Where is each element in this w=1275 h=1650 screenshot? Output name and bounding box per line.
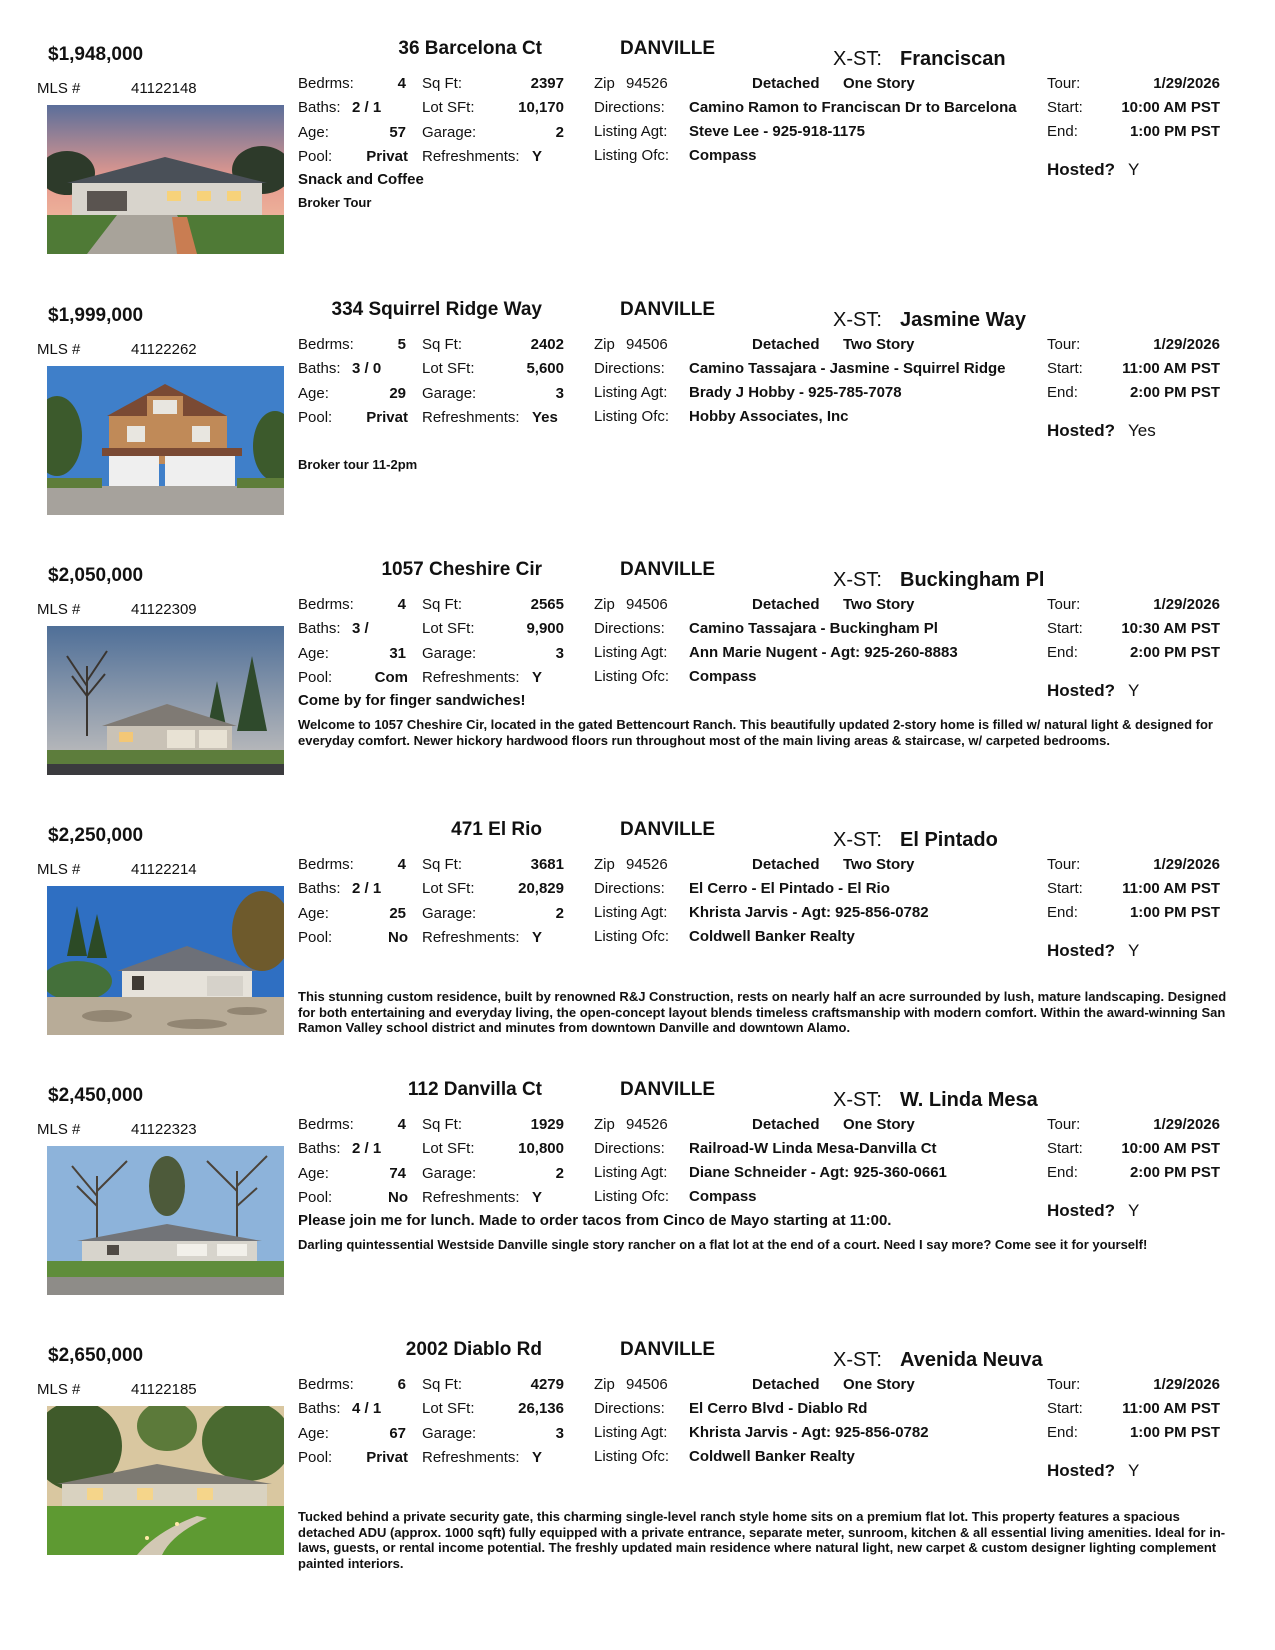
lot-value: 9,900 — [526, 620, 564, 637]
start-label: Start: — [1047, 1140, 1083, 1157]
end-label: End: — [1047, 904, 1078, 921]
property-type: Detached — [752, 1116, 820, 1133]
refreshments-label: Refreshments: — [422, 669, 520, 686]
pool-label: Pool: — [298, 1449, 333, 1466]
lot-value: 26,136 — [518, 1400, 564, 1417]
end-label: End: — [1047, 644, 1078, 661]
bedrooms-value: 4 — [397, 596, 406, 613]
directions-value: Camino Tassajara - Buckingham Pl — [689, 620, 938, 637]
bedrooms-label: Bedrms: — [298, 1376, 354, 1393]
baths-label: Baths: — [298, 1400, 341, 1417]
stories: One Story — [843, 1376, 915, 1393]
listing-note: Snack and Coffee — [298, 171, 424, 188]
zip-label: Zip — [594, 596, 615, 613]
end-time: 2:00 PM PST — [1129, 1164, 1220, 1181]
agent-value: Diane Schneider - Agt: 925-360-0661 — [689, 1164, 947, 1181]
mls-number: 41122214 — [131, 861, 197, 878]
listing-description: Tucked behind a private security gate, this charming single-level ranch style home sits on a premium flat lot. This property features a spacious detached ADU (approx. 1000 sqft) fully equipped with a private entrance, separate meter, sunroom, kitchen & all essential living amenities. Ideal for in-laws, guests, or rental income potential. The freshly updated main residence where natural light, new carpet & custom designer lighting complement painted interiors. — [298, 1509, 1226, 1571]
sqft-value: 4279 — [530, 1376, 564, 1393]
office-label: Listing Ofc: — [594, 147, 670, 164]
garage-value: 3 — [555, 385, 564, 402]
pool-label: Pool: — [298, 1189, 333, 1206]
listing-description: Welcome to 1057 Cheshire Cir, located in the gated Bettencourt Ranch. This beautifully updated 2-story home is filled w/ natural light & designed for everyday comfort. Newer hickory hardwood floors run throughout most of the main living areas & staircase, w/ carpeted bedrooms. — [298, 717, 1213, 748]
age-label: Age: — [298, 645, 329, 662]
property-photo — [47, 105, 284, 254]
age-label: Age: — [298, 1425, 329, 1442]
age-value: 67 — [389, 1425, 406, 1442]
bedrooms-label: Bedrms: — [298, 75, 354, 92]
bedrooms-value: 4 — [397, 75, 406, 92]
listing-city: DANVILLE — [620, 819, 715, 840]
lot-label: Lot SFt: — [422, 1140, 475, 1157]
directions-value: Camino Ramon to Franciscan Dr to Barcelona — [689, 99, 1017, 116]
property-type: Detached — [752, 856, 820, 873]
office-label: Listing Ofc: — [594, 408, 670, 425]
office-label: Listing Ofc: — [594, 668, 670, 685]
directions-label: Directions: — [594, 1400, 665, 1417]
pool-label: Pool: — [298, 409, 333, 426]
listing-city: DANVILLE — [620, 559, 715, 580]
lot-value: 10,170 — [518, 99, 564, 116]
agent-value: Khrista Jarvis - Agt: 925-856-0782 — [689, 1424, 929, 1441]
listing-note: Please join me for lunch. Made to order tacos from Cinco de Mayo starting at 11:00. — [298, 1212, 892, 1229]
hosted-value: Y — [1128, 1461, 1140, 1480]
directions-label: Directions: — [594, 99, 665, 116]
pool-label: Pool: — [298, 929, 333, 946]
lot-label: Lot SFt: — [422, 880, 475, 897]
listing-price: $1,999,000 — [48, 305, 144, 326]
refreshments-label: Refreshments: — [422, 929, 520, 946]
property-photo — [47, 1146, 284, 1295]
garage-label: Garage: — [422, 1165, 477, 1182]
property-type: Detached — [752, 1376, 820, 1393]
lot-value: 10,800 — [518, 1140, 564, 1157]
sqft-label: Sq Ft: — [422, 1376, 463, 1393]
agent-label: Listing Agt: — [594, 904, 668, 921]
refreshments-value: Yes — [532, 409, 558, 426]
baths-value: 2 / 1 — [352, 880, 382, 897]
listing-price: $1,948,000 — [48, 44, 144, 65]
listing-address: 112 Danvilla Ct — [407, 1079, 542, 1100]
garage-label: Garage: — [422, 124, 477, 141]
start-time: 11:00 AM PST — [1122, 1400, 1220, 1417]
sqft-label: Sq Ft: — [422, 856, 463, 873]
baths-value: 3 / 0 — [352, 360, 382, 377]
office-label: Listing Ofc: — [594, 1188, 670, 1205]
refreshments-value: Y — [532, 1449, 543, 1466]
baths-value: 4 / 1 — [352, 1400, 382, 1417]
directions-label: Directions: — [594, 1140, 665, 1157]
tour-label: Tour: — [1047, 336, 1081, 353]
property-type: Detached — [752, 336, 820, 353]
refreshments-label: Refreshments: — [422, 409, 520, 426]
zip-value: 94526 — [626, 75, 668, 92]
start-time: 11:00 AM PST — [1122, 360, 1220, 377]
listing-city: DANVILLE — [620, 299, 715, 320]
garage-label: Garage: — [422, 385, 477, 402]
zip-label: Zip — [594, 1376, 615, 1393]
cross-street-value: El Pintado — [900, 829, 998, 851]
end-label: End: — [1047, 123, 1078, 140]
property-photo — [47, 886, 284, 1035]
garage-value: 2 — [555, 905, 564, 922]
start-label: Start: — [1047, 99, 1083, 116]
office-value: Coldwell Banker Realty — [689, 1448, 855, 1465]
lot-label: Lot SFt: — [422, 1400, 475, 1417]
refreshments-value: Y — [532, 929, 543, 946]
office-label: Listing Ofc: — [594, 1448, 670, 1465]
cross-street-value: Avenida Neuva — [900, 1349, 1043, 1371]
listing-address: 1057 Cheshire Cir — [381, 559, 542, 580]
stories: One Story — [843, 1116, 915, 1133]
bedrooms-value: 5 — [397, 336, 406, 353]
agent-value: Ann Marie Nugent - Agt: 925-260-8883 — [689, 644, 958, 661]
hosted-value: Y — [1128, 1201, 1140, 1220]
stories: Two Story — [843, 856, 915, 873]
listing-price: $2,650,000 — [48, 1345, 144, 1366]
age-value: 29 — [389, 385, 406, 402]
zip-value: 94506 — [626, 596, 668, 613]
listing-city: DANVILLE — [620, 38, 715, 59]
zip-label: Zip — [594, 336, 615, 353]
bedrooms-label: Bedrms: — [298, 1116, 354, 1133]
start-time: 11:00 AM PST — [1122, 880, 1220, 897]
directions-value: Railroad-W Linda Mesa-Danvilla Ct — [689, 1140, 937, 1157]
mls-label: MLS # — [37, 1121, 81, 1138]
lot-label: Lot SFt: — [422, 620, 475, 637]
office-value: Compass — [689, 147, 757, 164]
lot-label: Lot SFt: — [422, 99, 475, 116]
garage-value: 2 — [555, 1165, 564, 1182]
cross-street-label: X-ST: — [833, 309, 882, 331]
listing-address: 471 El Rio — [451, 819, 542, 840]
baths-label: Baths: — [298, 99, 341, 116]
directions-label: Directions: — [594, 360, 665, 377]
start-time: 10:30 AM PST — [1121, 620, 1220, 637]
bedrooms-label: Bedrms: — [298, 336, 354, 353]
mls-number: 41122185 — [131, 1381, 197, 1398]
agent-label: Listing Agt: — [594, 384, 668, 401]
lot-label: Lot SFt: — [422, 360, 475, 377]
office-label: Listing Ofc: — [594, 928, 670, 945]
listing-price: $2,250,000 — [48, 825, 144, 846]
lot-value: 5,600 — [526, 360, 564, 377]
cross-street-label: X-ST: — [833, 1349, 882, 1371]
end-time: 2:00 PM PST — [1129, 384, 1220, 401]
end-time: 2:00 PM PST — [1129, 644, 1220, 661]
agent-value: Khrista Jarvis - Agt: 925-856-0782 — [689, 904, 929, 921]
end-label: End: — [1047, 1424, 1078, 1441]
mls-label: MLS # — [37, 80, 81, 97]
hosted-label: Hosted? — [1047, 681, 1115, 700]
mls-number: 41122309 — [131, 601, 197, 618]
listing-address: 36 Barcelona Ct — [398, 38, 542, 59]
directions-label: Directions: — [594, 620, 665, 637]
age-label: Age: — [298, 1165, 329, 1182]
hosted-value: Y — [1128, 160, 1140, 179]
refreshments-value: Y — [532, 1189, 543, 1206]
listing-note-small: Broker Tour — [298, 195, 372, 210]
listing-description: This stunning custom residence, built by renowned R&J Construction, rests on nearly half an acre surrounded by lush, mature landscaping. Designed for both entertaining and everyday living, the open-concept layout blends timeless craftsmanship with modern comfort. Within the award-winning San Ramon Valley school district and minutes from downtown Danville and downtown Alamo. — [298, 989, 1227, 1035]
listing-card — [0, 295, 1275, 543]
pool-value: No — [388, 1189, 408, 1206]
cross-street-label: X-ST: — [833, 569, 882, 591]
end-time: 1:00 PM PST — [1129, 904, 1220, 921]
hosted-label: Hosted? — [1047, 1461, 1115, 1480]
lot-value: 20,829 — [518, 880, 564, 897]
listing-address: 2002 Diablo Rd — [405, 1339, 542, 1360]
agent-label: Listing Agt: — [594, 1164, 668, 1181]
pool-value: No — [388, 929, 408, 946]
directions-value: El Cerro - El Pintado - El Rio — [689, 880, 890, 897]
listing-card — [0, 1335, 1275, 1583]
sqft-label: Sq Ft: — [422, 75, 463, 92]
start-label: Start: — [1047, 880, 1083, 897]
hosted-value: Y — [1128, 941, 1140, 960]
age-value: 57 — [389, 124, 406, 141]
hosted-label: Hosted? — [1047, 160, 1115, 179]
directions-value: El Cerro Blvd - Diablo Rd — [689, 1400, 868, 1417]
sqft-value: 2397 — [530, 75, 564, 92]
cross-street-value: Jasmine Way — [900, 309, 1026, 331]
start-time: 10:00 AM PST — [1121, 99, 1220, 116]
listing-note: Come by for finger sandwiches! — [298, 692, 526, 709]
age-value: 25 — [389, 905, 406, 922]
zip-label: Zip — [594, 1116, 615, 1133]
tour-date: 1/29/2026 — [1153, 336, 1220, 353]
office-value: Compass — [689, 1188, 757, 1205]
directions-label: Directions: — [594, 880, 665, 897]
baths-value: 2 / 1 — [352, 99, 382, 116]
bedrooms-label: Bedrms: — [298, 856, 354, 873]
zip-label: Zip — [594, 856, 615, 873]
refreshments-value: Y — [532, 148, 543, 165]
age-label: Age: — [298, 385, 329, 402]
listing-description: Darling quintessential Westside Danville single story rancher on a flat lot at the end of a court. Need I say more? Come see it for yourself! — [298, 1237, 1148, 1252]
hosted-value: Yes — [1128, 421, 1156, 440]
baths-label: Baths: — [298, 1140, 341, 1157]
agent-value: Steve Lee - 925-918-1175 — [689, 123, 865, 140]
baths-label: Baths: — [298, 620, 341, 637]
garage-value: 2 — [555, 124, 564, 141]
directions-value: Camino Tassajara - Jasmine - Squirrel Ridge — [689, 360, 1006, 377]
mls-number: 41122262 — [131, 341, 197, 358]
listing-card — [0, 555, 1275, 803]
office-value: Hobby Associates, Inc — [689, 408, 849, 425]
garage-value: 3 — [555, 1425, 564, 1442]
mls-label: MLS # — [37, 601, 81, 618]
agent-label: Listing Agt: — [594, 123, 668, 140]
hosted-label: Hosted? — [1047, 941, 1115, 960]
property-type: Detached — [752, 75, 820, 92]
agent-label: Listing Agt: — [594, 644, 668, 661]
sqft-value: 2565 — [530, 596, 564, 613]
baths-value: 2 / 1 — [352, 1140, 382, 1157]
baths-value: 3 / — [352, 620, 369, 637]
bedrooms-value: 4 — [397, 856, 406, 873]
refreshments-value: Y — [532, 669, 543, 686]
bedrooms-label: Bedrms: — [298, 596, 354, 613]
mls-label: MLS # — [37, 1381, 81, 1398]
zip-value: 94506 — [626, 1376, 668, 1393]
tour-date: 1/29/2026 — [1153, 1116, 1220, 1133]
listing-price: $2,450,000 — [48, 1085, 144, 1106]
cross-street-label: X-ST: — [833, 1089, 882, 1111]
tour-label: Tour: — [1047, 856, 1081, 873]
sqft-value: 2402 — [530, 336, 564, 353]
property-photo — [47, 366, 284, 515]
end-time: 1:00 PM PST — [1129, 123, 1220, 140]
mls-number: 41122323 — [131, 1121, 197, 1138]
zip-label: Zip — [594, 75, 615, 92]
start-time: 10:00 AM PST — [1121, 1140, 1220, 1157]
zip-value: 94526 — [626, 1116, 668, 1133]
sqft-label: Sq Ft: — [422, 1116, 463, 1133]
mls-number: 41122148 — [131, 80, 197, 97]
baths-label: Baths: — [298, 360, 341, 377]
mls-label: MLS # — [37, 341, 81, 358]
garage-label: Garage: — [422, 905, 477, 922]
tour-label: Tour: — [1047, 1376, 1081, 1393]
start-label: Start: — [1047, 620, 1083, 637]
end-label: End: — [1047, 1164, 1078, 1181]
tour-label: Tour: — [1047, 75, 1081, 92]
stories: One Story — [843, 75, 915, 92]
listing-card — [0, 34, 1275, 282]
tour-label: Tour: — [1047, 596, 1081, 613]
start-label: Start: — [1047, 360, 1083, 377]
mls-label: MLS # — [37, 861, 81, 878]
age-value: 31 — [389, 645, 406, 662]
sqft-label: Sq Ft: — [422, 596, 463, 613]
sqft-label: Sq Ft: — [422, 336, 463, 353]
property-photo — [47, 1406, 284, 1555]
property-type: Detached — [752, 596, 820, 613]
listing-card — [0, 815, 1275, 1063]
garage-label: Garage: — [422, 1425, 477, 1442]
bedrooms-value: 4 — [397, 1116, 406, 1133]
property-photo — [47, 626, 284, 775]
age-label: Age: — [298, 905, 329, 922]
office-value: Compass — [689, 668, 757, 685]
hosted-label: Hosted? — [1047, 1201, 1115, 1220]
tour-date: 1/29/2026 — [1153, 75, 1220, 92]
pool-label: Pool: — [298, 148, 333, 165]
agent-value: Brady J Hobby - 925-785-7078 — [689, 384, 902, 401]
listing-card — [0, 1075, 1275, 1323]
pool-label: Pool: — [298, 669, 333, 686]
bedrooms-value: 6 — [397, 1376, 406, 1393]
hosted-label: Hosted? — [1047, 421, 1115, 440]
stories: Two Story — [843, 596, 915, 613]
zip-value: 94506 — [626, 336, 668, 353]
cross-street-label: X-ST: — [833, 48, 882, 70]
listing-note-small: Broker tour 11-2pm — [298, 457, 418, 472]
age-value: 74 — [389, 1165, 406, 1182]
end-label: End: — [1047, 384, 1078, 401]
cross-street-label: X-ST: — [833, 829, 882, 851]
tour-date: 1/29/2026 — [1153, 596, 1220, 613]
sqft-value: 3681 — [530, 856, 564, 873]
refreshments-label: Refreshments: — [422, 148, 520, 165]
listing-address: 334 Squirrel Ridge Way — [331, 299, 542, 320]
tour-date: 1/29/2026 — [1153, 1376, 1220, 1393]
hosted-value: Y — [1128, 681, 1140, 700]
cross-street-value: Franciscan — [900, 48, 1006, 70]
garage-value: 3 — [555, 645, 564, 662]
stories: Two Story — [843, 336, 915, 353]
cross-street-value: Buckingham Pl — [900, 569, 1045, 591]
garage-label: Garage: — [422, 645, 477, 662]
listing-price: $2,050,000 — [48, 565, 144, 586]
pool-value: Privat — [366, 148, 408, 165]
tour-date: 1/29/2026 — [1153, 856, 1220, 873]
cross-street-value: W. Linda Mesa — [900, 1089, 1038, 1111]
age-label: Age: — [298, 124, 329, 141]
tour-label: Tour: — [1047, 1116, 1081, 1133]
listing-city: DANVILLE — [620, 1339, 715, 1360]
baths-label: Baths: — [298, 880, 341, 897]
office-value: Coldwell Banker Realty — [689, 928, 855, 945]
pool-value: Privat — [366, 409, 408, 426]
refreshments-label: Refreshments: — [422, 1449, 520, 1466]
pool-value: Com — [374, 669, 408, 686]
agent-label: Listing Agt: — [594, 1424, 668, 1441]
pool-value: Privat — [366, 1449, 408, 1466]
end-time: 1:00 PM PST — [1129, 1424, 1220, 1441]
sqft-value: 1929 — [530, 1116, 564, 1133]
refreshments-label: Refreshments: — [422, 1189, 520, 1206]
start-label: Start: — [1047, 1400, 1083, 1417]
zip-value: 94526 — [626, 856, 668, 873]
listing-city: DANVILLE — [620, 1079, 715, 1100]
